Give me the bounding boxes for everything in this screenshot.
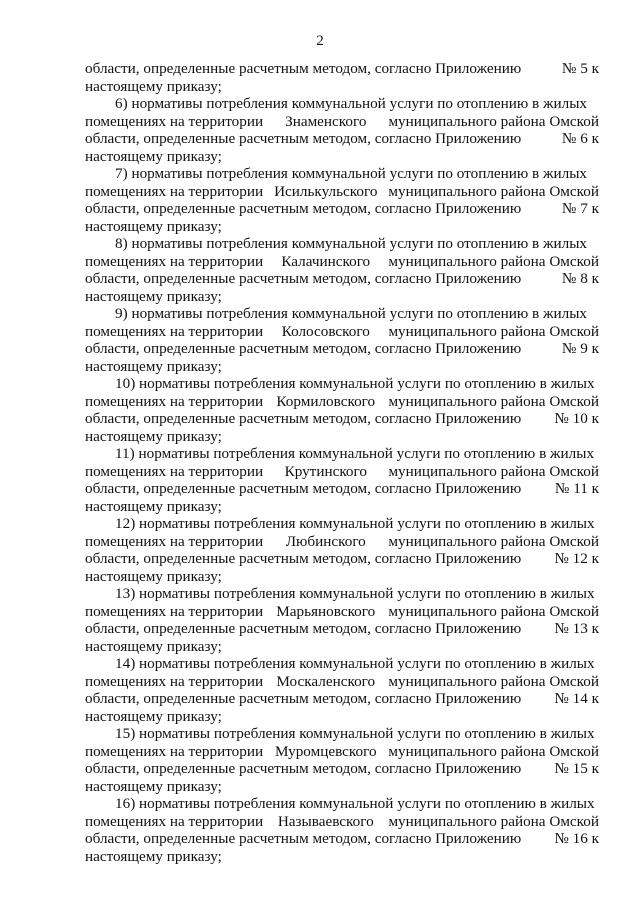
appendix-ref: № 7 к (561, 200, 599, 217)
text-line (85, 690, 599, 708)
item-lead (115, 95, 587, 113)
region-text: области, определенные расчетным методом, согласно Приложению (85, 690, 522, 707)
district-name: Знаменского (285, 112, 367, 130)
text-line (85, 288, 599, 306)
district-name: Муромцевского (274, 742, 377, 760)
intro-paragraph (85, 60, 599, 95)
page-number: 2 (316, 33, 324, 49)
text-line (85, 130, 599, 148)
closing-text: настоящему приказу; (85, 427, 222, 445)
district-name: Калачинского (281, 252, 371, 270)
text-line (85, 603, 599, 621)
territory-text: помещениях на территории (85, 462, 264, 480)
district-name: Москаленского (276, 672, 376, 690)
text-line (85, 165, 599, 183)
list-item (85, 585, 599, 655)
appendix-number: 11 (573, 480, 588, 497)
district-name: Кормиловского (276, 392, 376, 410)
appendix-number: 13 (572, 620, 588, 637)
item-lead (115, 725, 595, 743)
text-line (85, 778, 599, 796)
closing-text: настоящему приказу; (85, 287, 222, 305)
district-word: муниципального района Омской (388, 392, 599, 410)
item-number: 7) (115, 165, 128, 182)
text-line (85, 725, 599, 743)
text-line (85, 673, 599, 691)
text-line (85, 830, 599, 848)
item-number: 8) (115, 235, 128, 252)
item-lead (115, 445, 594, 463)
territory-text: помещениях на территории (85, 672, 264, 690)
territory-text: помещениях на территории (85, 322, 264, 340)
item-number: 13) (115, 585, 136, 602)
list-item (85, 375, 599, 445)
text-line (85, 848, 599, 866)
district-name: Любинского (285, 532, 366, 550)
item-lead-text: нормативы потребления коммунальной услуги по отоплению в жилых (139, 725, 595, 742)
item-lead (115, 165, 587, 183)
district-name: Колосовского (281, 322, 370, 340)
district-word: муниципального района Омской (388, 602, 599, 620)
text-line (85, 253, 599, 271)
list-item (85, 305, 599, 375)
text-line (85, 340, 599, 358)
item-lead-text: нормативы потребления коммунальной услуги по отоплению в жилых (131, 165, 588, 182)
text-line (85, 533, 599, 551)
territory-text: помещениях на территории (85, 392, 264, 410)
closing-text: настоящему приказу; (85, 357, 222, 375)
item-lead-text: нормативы потребления коммунальной услуги по отоплению в жилых (139, 515, 595, 532)
appendix-number: 14 (572, 690, 588, 707)
text-line (85, 358, 599, 376)
appendix-ref: № 12 к (554, 550, 599, 567)
item-lead (115, 515, 595, 533)
item-lead (115, 795, 595, 813)
text-line (85, 585, 599, 603)
text-line (85, 270, 599, 288)
text-line (85, 393, 599, 411)
item-lead (115, 235, 587, 253)
district-word: муниципального района Омской (388, 462, 599, 480)
item-lead-text: нормативы потребления коммунальной услуги по отоплению в жилых (138, 445, 595, 462)
list-item (85, 515, 599, 585)
district-word: муниципального района Омской (388, 742, 599, 760)
text-line (85, 463, 599, 481)
closing-text: настоящему приказу; (85, 217, 222, 235)
appendix-number: 10 (572, 410, 588, 427)
item-number: 16) (115, 795, 136, 812)
appendix-ref: № 8 к (561, 270, 599, 287)
district-name: Крутинского (284, 462, 367, 480)
item-number: 15) (115, 725, 136, 742)
item-number: 11) (115, 445, 135, 462)
appendix-ref: № 9 к (561, 340, 599, 357)
text-line (85, 655, 599, 673)
region-text: области, определенные расчетным методом, согласно Приложению (85, 550, 522, 567)
item-lead-text: нормативы потребления коммунальной услуги по отоплению в жилых (139, 375, 595, 392)
closing-text: настоящему приказу; (85, 497, 222, 515)
text-line (85, 410, 599, 428)
text-line (85, 148, 599, 166)
item-lead-text: нормативы потребления коммунальной услуги по отоплению в жилых (139, 795, 595, 812)
territory-text: помещениях на территории (85, 812, 264, 830)
territory-text: помещениях на территории (85, 532, 264, 550)
text-line (85, 235, 599, 253)
text-line (85, 550, 599, 568)
text-line (85, 113, 599, 131)
closing-text: настоящему приказу; (85, 847, 222, 865)
appendix-ref: № 5 к (561, 60, 599, 77)
closing-text: настоящему приказу; (85, 777, 222, 795)
territory-text: помещениях на территории (85, 182, 264, 200)
item-lead-text: нормативы потребления коммунальной услуги по отоплению в жилых (131, 95, 588, 112)
district-word: муниципального района Омской (388, 182, 599, 200)
item-number: 6) (115, 95, 128, 112)
closing-text: настоящему приказу; (85, 637, 222, 655)
list-item (85, 235, 599, 305)
region-text: области, определенные расчетным методом, согласно Приложению (85, 830, 522, 847)
district-name: Марьяновского (276, 602, 376, 620)
district-name: Называевского (277, 812, 374, 830)
text-line (85, 218, 599, 236)
appendix-number: 7 (580, 200, 588, 217)
territory-text: помещениях на территории (85, 602, 264, 620)
district-word: муниципального района Омской (388, 532, 599, 550)
list-item (85, 445, 599, 515)
text-line (85, 743, 599, 761)
appendix-ref: № 6 к (561, 130, 599, 147)
item-number: 9) (115, 305, 128, 322)
text-line (85, 60, 599, 78)
district-word: муниципального района Омской (388, 252, 599, 270)
item-lead (115, 585, 595, 603)
item-number: 12) (115, 515, 136, 532)
item-lead (115, 305, 587, 323)
region-text: области, определенные расчетным методом, согласно Приложению (85, 620, 522, 637)
text-line (85, 375, 599, 393)
text-line (85, 323, 599, 341)
text-line (85, 515, 599, 533)
region-text: области, определенные расчетным методом, согласно Приложению (85, 200, 522, 217)
list-item (85, 165, 599, 235)
district-word: муниципального района Омской (388, 672, 599, 690)
item-lead (115, 375, 595, 393)
item-lead (115, 655, 595, 673)
text-line (85, 795, 599, 813)
closing-text: настоящему приказу; (85, 567, 222, 585)
text-line (85, 445, 599, 463)
text-line (85, 428, 599, 446)
text-line (85, 813, 599, 831)
appendix-number: 6 (580, 130, 588, 147)
territory-text: помещениях на территории (85, 112, 264, 130)
closing-text: настоящему приказу; (85, 707, 222, 725)
text-line (85, 78, 599, 96)
text-line (85, 200, 599, 218)
text-line (85, 498, 599, 516)
document-body (85, 60, 599, 865)
item-lead-text: нормативы потребления коммунальной услуги по отоплению в жилых (139, 655, 595, 672)
item-lead-text: нормативы потребления коммунальной услуги по отоплению в жилых (131, 305, 588, 322)
item-number: 14) (115, 655, 136, 672)
appendix-number: 16 (572, 830, 588, 847)
territory-text: помещениях на территории (85, 252, 264, 270)
appendix-ref: № 13 к (554, 620, 599, 637)
text-line (85, 305, 599, 323)
region-text: области, определенные расчетным методом, согласно Приложению (85, 480, 522, 497)
text-line (85, 620, 599, 638)
item-number: 10) (115, 375, 136, 392)
region-text: области, определенные расчетным методом, согласно Приложению (85, 270, 522, 287)
appendix-ref: № 15 к (554, 760, 599, 777)
text-line (85, 480, 599, 498)
item-lead-text: нормативы потребления коммунальной услуги по отоплению в жилых (139, 585, 595, 602)
district-name: Исилькульского (274, 182, 378, 200)
list-item (85, 655, 599, 725)
list-item (85, 725, 599, 795)
district-word: муниципального района Омской (388, 112, 599, 130)
region-text: области, определенные расчетным методом, согласно Приложению (85, 130, 522, 147)
appendix-number: 5 (580, 60, 588, 77)
text-line (85, 760, 599, 778)
district-word: муниципального района Омской (388, 812, 599, 830)
text-line (85, 95, 599, 113)
region-text: области, определенные расчетным методом, согласно Приложению (85, 340, 522, 357)
appendix-number: 15 (572, 760, 588, 777)
item-lead-text: нормативы потребления коммунальной услуги по отоплению в жилых (131, 235, 588, 252)
appendix-ref: № 11 к (554, 480, 599, 497)
closing-text: настоящему приказу; (85, 77, 222, 95)
closing-text: настоящему приказу; (85, 147, 222, 165)
appendix-ref: № 14 к (554, 690, 599, 707)
appendix-number: 12 (572, 550, 588, 567)
text-line (85, 708, 599, 726)
territory-text: помещениях на территории (85, 742, 264, 760)
text-line (85, 638, 599, 656)
text-line (85, 568, 599, 586)
list-item (85, 795, 599, 865)
text-line (85, 183, 599, 201)
appendix-number: 9 (580, 340, 588, 357)
list-item (85, 95, 599, 165)
appendix-number: 8 (580, 270, 588, 287)
region-text: области, определенные расчетным методом, согласно Приложению (85, 60, 522, 77)
appendix-ref: № 10 к (554, 410, 599, 427)
region-text: области, определенные расчетным методом, согласно Приложению (85, 760, 522, 777)
appendix-ref: № 16 к (554, 830, 599, 847)
region-text: области, определенные расчетным методом, согласно Приложению (85, 410, 522, 427)
district-word: муниципального района Омской (388, 322, 599, 340)
